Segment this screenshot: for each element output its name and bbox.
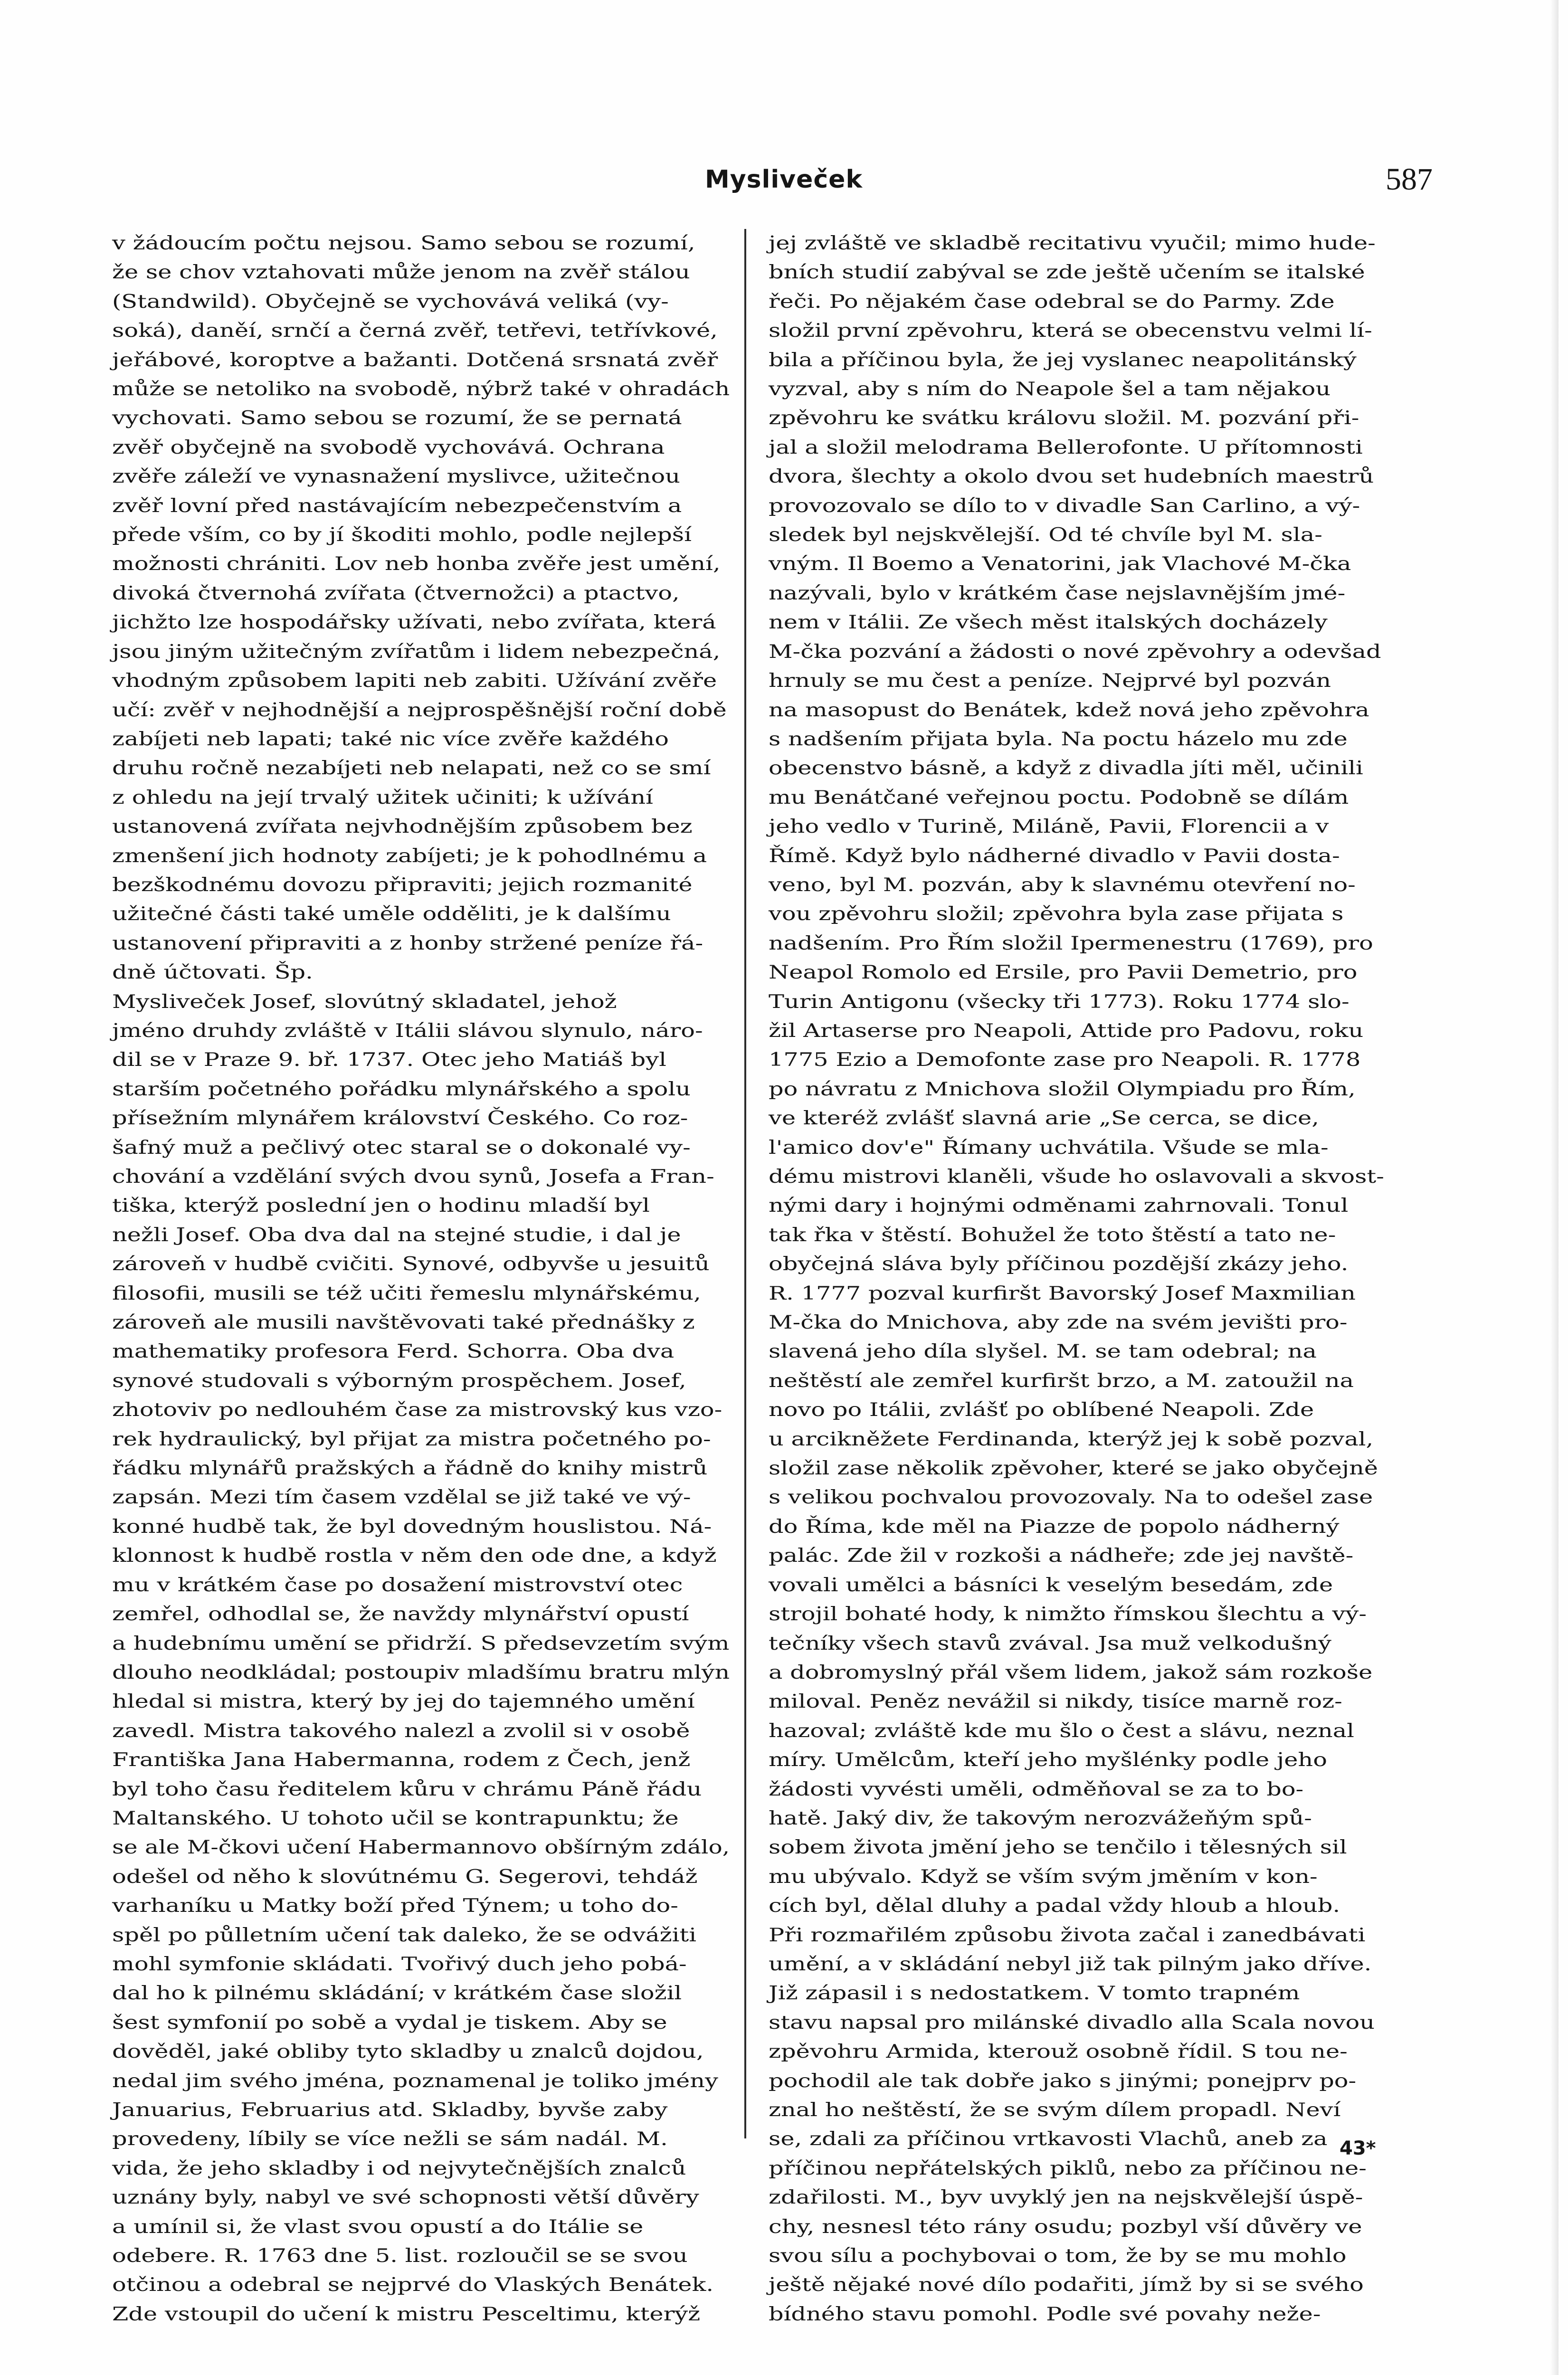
text-line: a dobromyslný přál všem lidem, jakož sám rozkoše [769, 1661, 1373, 1683]
text-line: Římě. Když bylo nádherné divadlo v Pavii dosta- [769, 845, 1340, 867]
text-line: do Říma, kde měl na Piazze de popolo nádherný [769, 1515, 1340, 1538]
text-line: mathematiky profesora Ferd. Schorra. Oba dva [112, 1340, 675, 1363]
text-line: dvora, šlechty a okolo dvou set hudebních maestrů [769, 466, 1374, 488]
text-line: chy, nesnesl této rány osudu; pozbyl vší důvěry ve [769, 2215, 1362, 2238]
text-line: klonnost k hudbě rostla v něm den ode dne, a když [112, 1545, 717, 1567]
text-line: znal ho neštěstí, že se svým dílem propadl. Neví [769, 2099, 1341, 2121]
text-line: složil první zpěvohru, která se obecenstvu velmi lí- [769, 320, 1372, 342]
text-line: zároveň v hudbě cvičiti. Synové, odbyvše u jesuitů [112, 1253, 710, 1275]
text-line: svou sílu a pochybovai o tom, že by se mu mohlo [769, 2245, 1347, 2267]
text-line: Neapol Romolo ed Ersile, pro Pavii Demetrio, pro [769, 961, 1358, 984]
text-line: z ohledu na její trvalý užitek učiniti; k užívání [112, 786, 653, 808]
text-line: jsou jiným užitečným zvířatům i lidem nebezpečná, [112, 640, 721, 663]
text-line: jichžto lze hospodářsky užívati, nebo zvířata, která [112, 611, 716, 634]
text-line: provedeny, líbily se více nežli se sám nadál. M. [112, 2128, 668, 2150]
text-line: a umínil si, že vlast svou opustí a do Itálie se [112, 2215, 644, 2238]
text-line: Při rozmařilém způsobu života začal i zanedbávati [769, 1924, 1366, 1946]
text-line: nedal jim svého jména, poznamenal je toliko jmény [112, 2070, 718, 2092]
text-line: nými dary i hojnými odměnami zahrnovali. Tonul [769, 1195, 1349, 1217]
text-line: mu Benátčané veřejnou poctu. Podobně se dílám [769, 786, 1349, 808]
text-line: v žádoucím počtu nejsou. Samo sebou se rozumí, [112, 232, 695, 254]
text-line: obecenstvo básně, a když z divadla jíti měl, učinili [769, 757, 1363, 779]
text-line: vyzval, aby s ním do Neapole šel a tam nějakou [769, 378, 1331, 400]
text-line: veno, byl M. pozván, aby k slavnému otevření no- [769, 874, 1356, 896]
page-number: 587 [1386, 162, 1433, 197]
left-text-column [112, 229, 730, 2329]
text-line: hrnuly se mu čest a peníze. Nejprvé byl pozván [769, 670, 1331, 692]
text-line: Turin Antigonu (všecky tři 1773). Roku 1774 slo- [769, 990, 1349, 1013]
running-head-title: Mysliveček [704, 165, 863, 194]
text-line: jeho vedlo v Turině, Miláně, Pavii, Florencii a v [769, 816, 1329, 838]
text-line: šest symfonií po sobě a vydal je tiskem. Aby se [112, 2011, 667, 2033]
text-line: s nadšením přijata byla. Na poctu házelo mu zde [769, 728, 1348, 750]
text-line: vida, že jeho skladby i od nejvytečnějších znalců [112, 2157, 686, 2179]
text-line: tečníky všech stavů zvával. Jsa muž velkodušný [769, 1632, 1331, 1654]
text-line: dlouho neodkládal; postoupiv mladšímu bratru mlýn [112, 1661, 730, 1683]
text-line: ustanovená zvířata nejvhodnějším způsobem bez [112, 816, 693, 838]
text-line: nežli Josef. Oba dva dal na stejné studie, i dal je [112, 1224, 681, 1246]
text-line: odešel od něho k slovútnému G. Segerovi, tehdáž [112, 1865, 698, 1888]
text-line: vným. Il Boemo a Venatorini, jak Vlachové M-čka [769, 553, 1351, 575]
text-line: jej zvláště ve skladbě recitativu vyučil; mimo hude- [769, 232, 1376, 254]
text-line: obyčejná sláva byly příčinou pozdější zkázy jeho. [769, 1253, 1349, 1275]
text-line: divoká čtvernohá zvířata (čtvernožci) a ptactvo, [112, 582, 680, 604]
text-line: zpěvohru ke svátku královu složil. M. pozvání při- [769, 407, 1359, 429]
text-line: zvěř lovní před nastávajícím nebezpečenstvím a [112, 494, 682, 517]
text-line: uznány byly, nabyl ve své schopnosti větší důvěry [112, 2186, 699, 2209]
text-line: vhodným způsobem lapiti neb zabiti. Užívání zvěře [112, 670, 717, 692]
text-line: míry. Umělcům, kteří jeho myšlénky podle jeho [769, 1749, 1327, 1771]
text-line: Již zápasil i s nedostatkem. V tomto trapném [769, 1982, 1300, 2004]
text-line: provozovalo se dílo to v divadle San Carlino, a vý- [769, 494, 1360, 517]
text-line: 1775 Ezio a Demofonte zase pro Neapoli. R. 1778 [769, 1049, 1361, 1071]
text-line: zhotoviv po nedlouhém čase za mistrovský kus vzo- [112, 1399, 722, 1421]
text-line: bních studií zabýval se zde ještě učením se italské [769, 261, 1365, 284]
text-line: ve kteréž zvlášť slavná arie „Se cerca, se dice, [769, 1107, 1319, 1130]
text-line: mu ubývalo. Když se vším svým jměním v kon- [769, 1865, 1318, 1888]
text-line: zároveň ale musili navštěvovati také přednášky z [112, 1311, 695, 1334]
text-line: dně účtovati. Šp. [112, 961, 313, 984]
text-line: dil se v Praze 9. bř. 1737. Otec jeho Matiáš byl [112, 1049, 666, 1071]
text-line: se, zdali za příčinou vrtkavosti Vlachů, aneb za [769, 2128, 1328, 2150]
right-text-column [769, 229, 1396, 2329]
text-line: jal a složil melodrama Bellerofonte. U přítomnosti [769, 436, 1363, 458]
text-line: dal ho k pilnému skládání; v krátkém čase složil [112, 1982, 682, 2004]
text-line: může se netoliko na svobodě, nýbrž také v ohradách [112, 378, 730, 400]
text-line: ještě nějaké nové dílo podařiti, jímž by si se svého [769, 2274, 1364, 2296]
text-line: pochodil ale tak dobře jako s jinými; ponejprv po- [769, 2070, 1357, 2092]
text-line: ustanovení připraviti a z honby stržené peníze řá- [112, 932, 703, 954]
text-line: filosofii, musili se též učiti řemeslu mlynářskému, [112, 1282, 701, 1304]
text-line: rek hydraulický, byl přijat za mistra početného po- [112, 1428, 711, 1450]
text-line: řádku mlynářů pražských a řádně do knihy mistrů [112, 1457, 708, 1480]
text-line: starším početného pořádku mlynářského a spolu [112, 1078, 691, 1100]
text-line: sledek byl nejskvělejší. Od té chvíle byl M. sla- [769, 524, 1322, 546]
text-line: bezškodnému dovozu připraviti; jejich rozmanité [112, 874, 693, 896]
column-divider [744, 229, 746, 2138]
text-line: cích byl, dělal dluhy a padal vždy hloub a hloub. [769, 1895, 1340, 1917]
text-line: vou zpěvohru složil; zpěvohra byla zase přijata s [769, 903, 1344, 925]
text-line: palác. Zde žil v rozkoši a nádheře; zde jej navště- [769, 1545, 1354, 1567]
text-line: tak řka v štěstí. Bohužel že toto štěstí a tato ne- [769, 1224, 1336, 1246]
text-line: Januarius, Februarius atd. Skladby, byvše zaby [112, 2099, 668, 2121]
text-line: R. 1777 pozval kurfiršt Bavorský Josef Maxmilian [769, 1282, 1356, 1304]
text-line: jméno druhdy zvláště v Itálii slávou slynulo, náro- [112, 1019, 703, 1042]
text-line: bídného stavu pomohl. Podle své povahy neže- [769, 2303, 1321, 2325]
text-line: hatě. Jaký div, že takovým nerozvážeňým spů- [769, 1807, 1312, 1829]
text-line: dověděl, jaké obliby tyto skladby u znalců dojdou, [112, 2041, 704, 2063]
text-line: chování a vzdělání svých dvou synů, Josefa a Fran- [112, 1166, 714, 1188]
text-line: jeřábové, koroptve a bažanti. Dotčená srsnatá zvěř [112, 349, 718, 371]
text-line: po návratu z Mnichova složil Olympiadu pro Řím, [769, 1078, 1356, 1100]
text-line: umění, a v skládání nebyl již tak pilným jako dříve. [769, 1953, 1372, 1975]
text-line: vovali umělci a básníci k veselým besedám, zde [769, 1574, 1333, 1596]
text-line: zabíjeti neb lapati; také nic více zvěře každého [112, 728, 669, 750]
text-line: řeči. Po nějakém čase odebral se do Parmy. Zde [769, 290, 1335, 313]
text-line: sobem života jmění jeho se tenčilo i tělesných sil [769, 1836, 1347, 1859]
text-line: zemřel, odhodlal se, že navždy mlynářství opustí [112, 1603, 689, 1625]
text-line: M-čka do Mnichova, aby zde na svém jevišti pro- [769, 1311, 1348, 1334]
text-line: zavedl. Mistra takového nalezl a zvolil si v osobě [112, 1720, 690, 1742]
page-edge [1550, 0, 1558, 2375]
text-line: dému mistrovi klaněli, všude ho oslavovali a skvost- [769, 1166, 1384, 1188]
text-line: spěl po půlletním učení tak daleko, že se odvážiti [112, 1924, 697, 1946]
text-line: a hudebnímu umění se přidrží. S předsevzetím svým [112, 1632, 730, 1654]
text-line: nem v Itálii. Ze všech měst italských docházely [769, 611, 1328, 634]
text-line: zvěř obyčejně na svobodě vychovává. Ochrana [112, 436, 665, 458]
text-line: přísežním mlynářem království Českého. Co roz- [112, 1107, 688, 1130]
text-line: s velikou pochvalou provozovaly. Na to odešel zase [769, 1486, 1373, 1509]
text-line: zapsán. Mezi tím časem vzdělal se již také ve vý- [112, 1486, 691, 1509]
text-line: užitečné části také uměle odděliti, je k dalšímu [112, 903, 671, 925]
text-line: složil zase několik zpěvoher, které se jako obyčejně [769, 1457, 1378, 1480]
text-line: l'amico dov'e" Římany uchvátila. Všude se mla- [769, 1136, 1329, 1159]
text-line: strojil bohaté hody, k nimžto římskou šlechtu a vý- [769, 1603, 1367, 1625]
text-line: (Standwild). Obyčejně se vychovává veliká (vy- [112, 290, 669, 313]
text-line: na masopust do Benátek, kdež nová jeho zpěvohra [769, 699, 1369, 721]
text-line: synové studovali s výborným prospěchem. Josef, [112, 1369, 686, 1392]
text-line: zmenšení jich hodnoty zabíjeti; je k pohodlnému a [112, 845, 707, 867]
text-line: zdařilosti. M., byv uvyklý jen na nejskvělejší úspě- [769, 2186, 1363, 2209]
text-line: zpěvohru Armida, kterouž osobně řídil. S tou ne- [769, 2041, 1348, 2063]
printer-signature: 43* [1340, 2138, 1376, 2159]
text-line: konné hudbě tak, že byl dovedným houslistou. Ná- [112, 1515, 712, 1538]
text-line: mu v krátkém čase po dosažení mistrovství otec [112, 1574, 683, 1596]
text-line: nazývali, bylo v krátkém čase nejslavnějším jmé- [769, 582, 1346, 604]
text-line: bila a příčinou byla, že jej vyslanec neapolitánský [769, 349, 1357, 371]
text-line: otčinou a odebral se nejprvé do Vlaských Benátek. [112, 2274, 714, 2296]
text-line: M-čka pozvání a žádosti o nové zpěvohry a odevšad [769, 640, 1381, 663]
text-line: šafný muž a pečlivý otec staral se o dokonalé vy- [112, 1136, 691, 1159]
text-line: vychovati. Samo sebou se rozumí, že se pernatá [112, 407, 682, 429]
text-line: Františka Jana Habermanna, rodem z Čech, jenž [112, 1749, 691, 1771]
text-line: zvěře záleží ve vynasnažení myslivce, užitečnou [112, 466, 680, 488]
text-line: žádosti vyvésti uměli, odměňoval se za to bo- [769, 1778, 1304, 1800]
text-line: novo po Itálii, zvlášť po oblíbené Neapoli. Zde [769, 1399, 1314, 1421]
text-line: Mysliveček Josef, slovútný skladatel, jehož [112, 990, 617, 1013]
text-line: Zde vstoupil do učení k mistru Pesceltimu, kterýž [112, 2303, 701, 2325]
text-line: u arcikněžete Ferdinanda, kterýž jej k sobě pozval, [769, 1428, 1374, 1450]
text-line: slavená jeho díla slyšel. M. se tam odebral; na [769, 1340, 1317, 1363]
text-line: miloval. Peněz nevážil si nikdy, tisíce marně roz- [769, 1691, 1342, 1713]
text-line: tiška, kterýž poslední jen o hodinu mladší byl [112, 1195, 650, 1217]
text-line: učí: zvěř v nejhodnější a nejprospěšnější roční době [112, 699, 727, 721]
text-line: možnosti chrániti. Lov neb honba zvěře jest umění, [112, 553, 721, 575]
text-line: přede vším, co by jí škoditi mohlo, podle nejlepší [112, 524, 692, 546]
text-line: hazoval; zvláště kde mu šlo o čest a slávu, neznal [769, 1720, 1354, 1742]
text-line: se ale M-čkovi učení Habermannovo obšírným zdálo, [112, 1836, 730, 1859]
text-line: žil Artaserse pro Neapoli, Attide pro Padovu, roku [769, 1019, 1364, 1042]
text-line: nadšením. Pro Řím složil Ipermenestru (1769), pro [769, 932, 1373, 954]
text-line: hledal si mistra, který by jej do tajemného umění [112, 1691, 695, 1713]
text-line: stavu napsal pro milánské divadlo alla Scala novou [769, 2011, 1375, 2033]
text-line: varhaníku u Matky boží před Týnem; u toho do- [112, 1895, 678, 1917]
text-line: mohl symfonie skládati. Tvořivý duch jeho pobá- [112, 1953, 687, 1975]
text-line: druhu ročně nezabíjeti neb nelapati, než co se smí [112, 757, 711, 779]
text-line: soká), daněí, srnčí a černá zvěř, tetřevi, tetřívkové, [112, 320, 718, 342]
text-line: že se chov vztahovati může jenom na zvěř stálou [112, 261, 690, 284]
text-line: neštěstí ale zemřel kurfiršt brzo, a M. zatoužil na [769, 1369, 1354, 1392]
text-line: odebere. R. 1763 dne 5. list. rozloučil se se svou [112, 2245, 688, 2267]
text-line: byl toho času ředitelem kůru v chrámu Páně řádu [112, 1778, 702, 1800]
text-line: Maltanského. U tohoto učil se kontrapunktu; že [112, 1807, 679, 1829]
text-line: příčinou nepřátelských piklů, nebo za příčinou ne- [769, 2157, 1367, 2179]
